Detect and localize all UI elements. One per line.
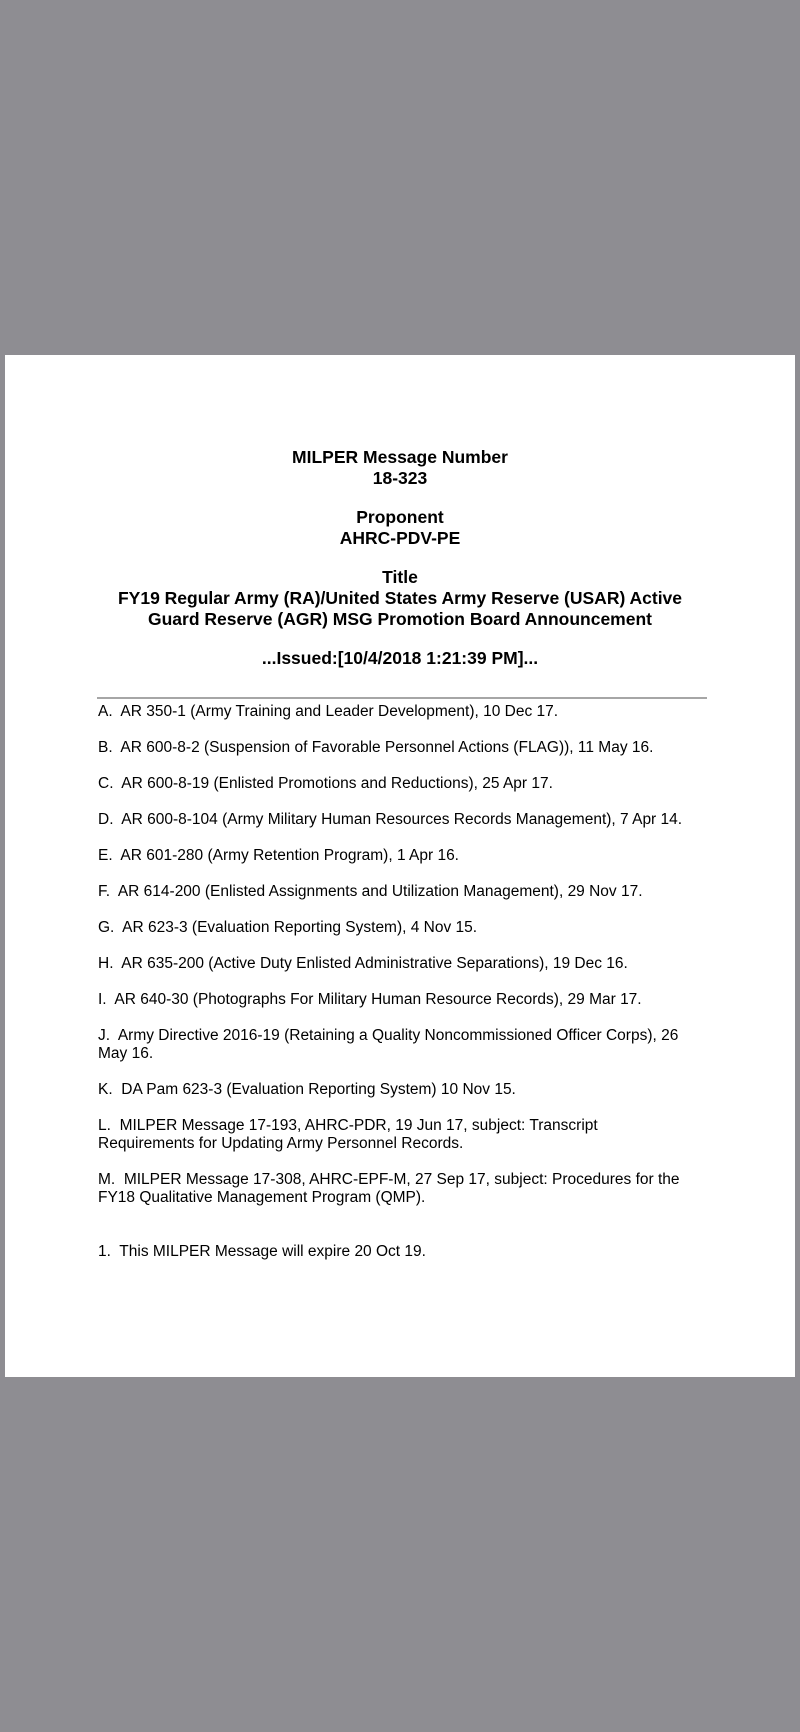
- reference-letter: I.: [98, 991, 107, 1008]
- reference-letter: F.: [98, 883, 111, 900]
- paragraph-text: This MILPER Message will expire 20 Oct 19.: [119, 1243, 426, 1260]
- reference-item: [98, 1027, 698, 1063]
- proponent-block: [5, 507, 795, 549]
- reference-letter: A.: [98, 703, 113, 720]
- reference-text: AR 601-280 (Army Retention Program), 1 Apr 16.: [120, 847, 459, 864]
- reference-item: [98, 883, 698, 901]
- reference-text: Army Directive 2016-19 (Retaining a Quality Noncommissioned Officer Corps), 26 May 16.: [98, 1027, 679, 1062]
- paragraph-item: [98, 1243, 698, 1261]
- title-label: Title: [382, 567, 418, 587]
- reference-letter: K.: [98, 1081, 113, 1098]
- reference-text: MILPER Message 17-193, AHRC-PDR, 19 Jun 17, subject: Transcript Requirements for Updating Army Personnel Records.: [98, 1117, 598, 1152]
- reference-item: [98, 775, 698, 793]
- reference-letter: E.: [98, 847, 113, 864]
- reference-text: AR 623-3 (Evaluation Reporting System), 4 Nov 15.: [122, 919, 478, 936]
- reference-text: MILPER Message 17-308, AHRC-EPF-M, 27 Sep 17, subject: Procedures for the FY18 Qualitative Management Program (QMP).: [98, 1171, 680, 1206]
- reference-letter: B.: [98, 739, 113, 756]
- title-line-2: Guard Reserve (AGR) MSG Promotion Board Announcement: [148, 609, 652, 629]
- reference-text: AR 600-8-2 (Suspension of Favorable Personnel Actions (FLAG)), 11 May 16.: [120, 739, 654, 756]
- reference-letter: C.: [98, 775, 114, 792]
- reference-letter: M.: [98, 1171, 116, 1188]
- title-block: [5, 567, 795, 630]
- reference-item: [98, 811, 698, 829]
- reference-item: [98, 1081, 698, 1099]
- message-number-label: MILPER Message Number: [292, 447, 508, 467]
- document-page: [5, 355, 795, 1377]
- reference-item: [98, 739, 698, 757]
- reference-text: AR 640-30 (Photographs For Military Human Resource Records), 29 Mar 17.: [114, 991, 642, 1008]
- reference-text: AR 635-200 (Active Duty Enlisted Administrative Separations), 19 Dec 16.: [121, 955, 628, 972]
- reference-text: AR 350-1 (Army Training and Leader Development), 10 Dec 17.: [120, 703, 559, 720]
- reference-text: AR 600-8-104 (Army Military Human Resources Records Management), 7 Apr 14.: [121, 811, 683, 828]
- reference-letter: J.: [98, 1027, 111, 1044]
- reference-item: [98, 703, 698, 721]
- references-list: [98, 703, 698, 1279]
- reference-item: [98, 1117, 698, 1153]
- issued-date: ...Issued:[10/4/2018 1:21:39 PM]...: [261, 648, 539, 668]
- reference-item: [98, 955, 698, 973]
- issued-block: [5, 648, 795, 669]
- reference-item: [98, 1171, 698, 1207]
- message-number-block: [5, 447, 795, 489]
- reference-item: [98, 847, 698, 865]
- message-number-value: 18-323: [372, 468, 428, 488]
- title-line-1: FY19 Regular Army (RA)/United States Army Reserve (USAR) Active: [117, 588, 683, 608]
- header-divider: [97, 697, 707, 699]
- reference-text: DA Pam 623-3 (Evaluation Reporting System) 10 Nov 15.: [121, 1081, 516, 1098]
- paragraph-number: 1.: [98, 1243, 111, 1260]
- reference-letter: G.: [98, 919, 115, 936]
- proponent-value: AHRC-PDV-PE: [339, 528, 461, 548]
- reference-letter: D.: [98, 811, 114, 828]
- document-header: [5, 447, 795, 669]
- reference-item: [98, 919, 698, 937]
- reference-item: [98, 991, 698, 1009]
- reference-text: AR 614-200 (Enlisted Assignments and Utilization Management), 29 Nov 17.: [117, 883, 643, 900]
- proponent-label: Proponent: [356, 507, 444, 527]
- reference-letter: H.: [98, 955, 114, 972]
- reference-text: AR 600-8-19 (Enlisted Promotions and Reductions), 25 Apr 17.: [121, 775, 553, 792]
- reference-letter: L.: [98, 1117, 111, 1134]
